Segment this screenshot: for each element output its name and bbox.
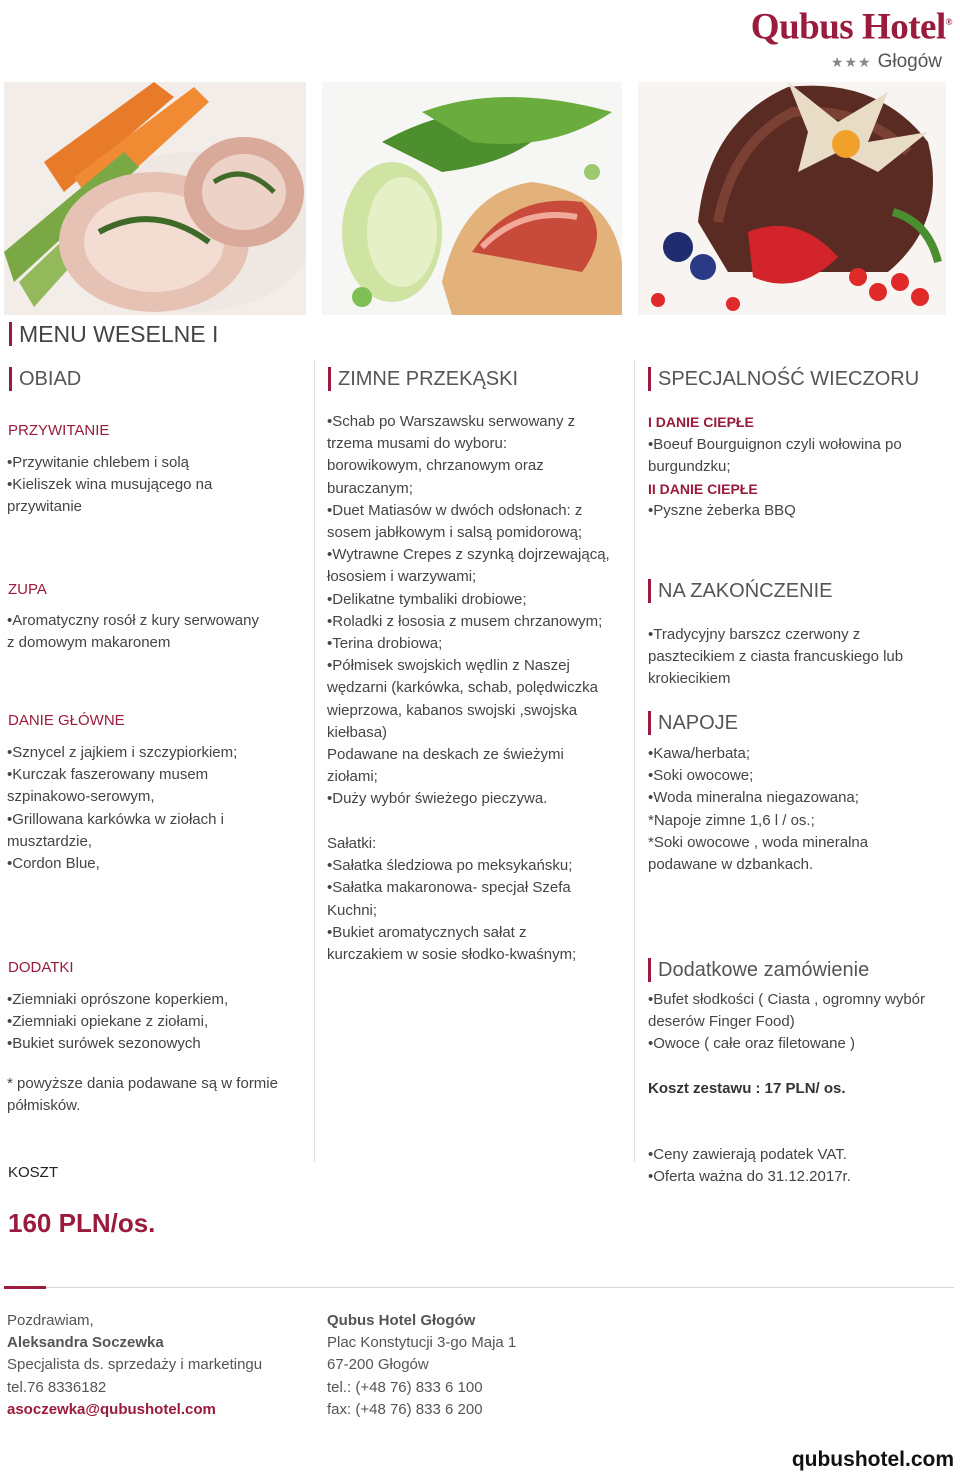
list-item: szpinakowo-serowym,: [7, 788, 155, 806]
list-item: pasztecikiem z ciasta francuskiego lub: [648, 648, 904, 666]
list-item: Podawane na deskach ze świeżymi: [327, 746, 564, 764]
hot-dish-2-list: [648, 500, 953, 522]
list-item: krokiecikiem: [648, 670, 731, 688]
list-item: *Napoje zimne 1,6 l / os.;: [648, 811, 815, 829]
main-course-list: [7, 742, 307, 875]
list-item: deserów Finger Food): [648, 1013, 795, 1031]
list-item: •Bukiet surówek sezonowych: [7, 1035, 201, 1053]
list-item: •Bukiet aromatycznych sałat z: [327, 923, 527, 941]
list-item: trzema musami do wyboru:: [327, 435, 508, 453]
list-item: z domowym makaronem: [7, 634, 171, 652]
contact-person: [7, 1310, 317, 1421]
list-item: •Oferta ważna do 31.12.2017r.: [648, 1168, 851, 1186]
list-item: •Sałatka makaronowa- specjał Szefa: [327, 879, 571, 897]
section-heading-finale: NA ZAKOŃCZENIE: [648, 578, 832, 604]
registered-mark: ®: [945, 17, 952, 27]
contact-name: Aleksandra Soczewka: [7, 1334, 164, 1352]
contact-email-link[interactable]: asoczewka@qubushotel.com: [7, 1400, 216, 1418]
cold-appetizers-list: [327, 411, 632, 811]
offer-notes: [648, 1144, 953, 1188]
list-item: kiełbasa): [327, 723, 388, 741]
section-heading-cold-appetizers: ZIMNE PRZEKĄSKI: [328, 366, 518, 392]
hot-dish-1-list: [648, 434, 953, 478]
section-heading-drinks: NAPOJE: [648, 710, 738, 736]
section-heading-evening-special: SPECJALNOŚĆ WIECZORU: [648, 366, 919, 392]
list-item: •Cordon Blue,: [7, 855, 100, 873]
list-item: •Półmisek swojskich wędlin z Naszej: [327, 657, 570, 675]
list-item: łososiem i warzywami;: [327, 568, 477, 586]
hotel-fax: fax: (+48 76) 833 6 200: [327, 1400, 483, 1418]
salads-list: [327, 833, 632, 966]
finale-list: [648, 624, 953, 691]
label-sides: DODATKI: [8, 959, 74, 976]
list-item: burgundzku;: [648, 458, 731, 476]
list-item: podawane w dzbankach.: [648, 856, 814, 874]
list-item: •Tradycyjny barszcz czerwony z: [648, 626, 861, 643]
list-item: •Przywitanie chlebem i solą: [7, 454, 189, 471]
extra-order-list: [648, 989, 958, 1056]
list-item: *Soki owocowe , woda mineralna: [648, 833, 869, 851]
list-item: •Kurczak faszerowany musem: [7, 766, 209, 784]
cold-appetizer-photo: [322, 82, 622, 315]
logo-name: Qubus Hotel: [750, 6, 946, 48]
greeting: Pozdrawiam,: [7, 1312, 94, 1329]
list-item: buraczanym;: [327, 479, 413, 497]
list-item: •Woda mineralna niegazowana;: [648, 789, 859, 807]
chocolate-dessert-photo: [638, 82, 946, 315]
list-item: borowikowym, chrzanowym oraz: [327, 457, 544, 475]
website-link[interactable]: qubushotel.com: [791, 1448, 954, 1471]
hotel-name: Qubus Hotel Głogów: [327, 1312, 476, 1329]
list-item: •Ziemniaki opiekane z ziołami,: [7, 1013, 209, 1031]
section-heading-extra-order: Dodatkowe zamówienie: [648, 957, 869, 983]
set-cost: Koszt zestawu : 17 PLN/ os.: [648, 1080, 846, 1097]
label-main-course: DANIE GŁÓWNE: [8, 712, 125, 729]
list-item: ziołami;: [327, 768, 378, 786]
list-item: •Kawa/herbata;: [648, 745, 750, 762]
list-item: •Schab po Warszawsku serwowany z: [327, 413, 576, 430]
footer-divider: [4, 1287, 954, 1288]
list-item: •Aromatyczny rosół z kury serwowany: [7, 612, 259, 629]
stars-icon: ★★★: [830, 54, 872, 71]
list-item: Kuchni;: [327, 901, 378, 919]
list-item: •Ziemniaki oprószone koperkiem,: [7, 991, 229, 1008]
footer-divider-accent: [4, 1286, 46, 1289]
hotel-postal: 67-200 Głogów: [327, 1356, 429, 1374]
menu-price: 160 PLN/os.: [8, 1208, 156, 1238]
label-welcome: PRZYWITANIE: [8, 422, 110, 439]
list-item: •Soki owocowe;: [648, 767, 754, 785]
column-divider-2: [634, 360, 635, 1162]
list-item: •Sznycel z jajkiem i szczypiorkiem;: [7, 744, 238, 761]
salads-label: Sałatki:: [327, 835, 377, 852]
list-item: •Boeuf Bourguignon czyli wołowina po: [648, 436, 902, 453]
list-item: •Owoce ( całe oraz filetowane ): [648, 1035, 856, 1053]
hotel-tel: tel.: (+48 76) 833 6 100: [327, 1378, 483, 1396]
list-item: kurczakiem w sosie słodko-kwaśnym;: [327, 946, 577, 964]
contact-role: Specjalista ds. sprzedaży i marketingu: [7, 1356, 263, 1374]
meat-roulade-photo: [4, 82, 306, 315]
list-item: •Wytrawne Crepes z szynką dojrzewającą,: [327, 546, 610, 564]
list-item: •Terina drobiowa;: [327, 635, 443, 653]
list-item: •Sałatka śledziowa po meksykańsku;: [327, 857, 573, 875]
label-hot-dish-2: II DANIE CIEPŁE: [648, 481, 758, 497]
list-item: przywitanie: [7, 498, 83, 516]
contact-phone: tel.76 8336182: [7, 1378, 107, 1396]
menu-title: MENU WESELNE I: [9, 321, 218, 347]
list-item: sosem jabłkowym i salsą pomidorową;: [327, 524, 583, 542]
list-item: wieprzowa, kabanos swojski ,swojska: [327, 701, 578, 719]
list-item: musztardzie,: [7, 832, 93, 850]
list-item: •Delikatne tymbaliki drobiowe;: [327, 590, 527, 608]
serving-note: * powyższe dania podawane są w formie półmisków.: [7, 1075, 278, 1115]
list-item: •Grillowana karkówka w ziołach i: [7, 810, 224, 828]
hotel-address: [327, 1310, 637, 1421]
list-item: •Pyszne żeberka BBQ: [648, 502, 796, 519]
hotel-logo: [751, 2, 952, 73]
column-divider-1: [314, 360, 315, 1162]
section-heading-obiad: OBIAD: [9, 366, 81, 392]
list-item: •Ceny zawierają podatek VAT.: [648, 1146, 847, 1163]
hotel-street: Plac Konstytucji 3-go Maja 1: [327, 1334, 517, 1352]
welcome-list: [7, 452, 307, 519]
list-item: •Duet Matiasów w dwóch odsłonach: z: [327, 501, 583, 519]
list-item: •Duży wybór świeżego pieczywa.: [327, 790, 548, 808]
cost-label: KOSZT: [8, 1164, 59, 1181]
soup-list: [7, 610, 307, 654]
list-item: •Bufet słodkości ( Ciasta , ogromny wybór: [648, 991, 926, 1008]
list-item: •Kieliszek wina musującego na: [7, 476, 213, 494]
logo-city: Głogów: [877, 51, 942, 73]
label-hot-dish-1: I DANIE CIEPŁE: [648, 414, 754, 430]
list-item: •Roladki z łososia z musem chrzanowym;: [327, 612, 603, 630]
drinks-list: [648, 743, 953, 876]
label-soup: ZUPA: [8, 581, 47, 598]
list-item: wędzarni (karkówka, schab, polędwiczka: [327, 679, 598, 697]
sides-list: [7, 989, 307, 1056]
